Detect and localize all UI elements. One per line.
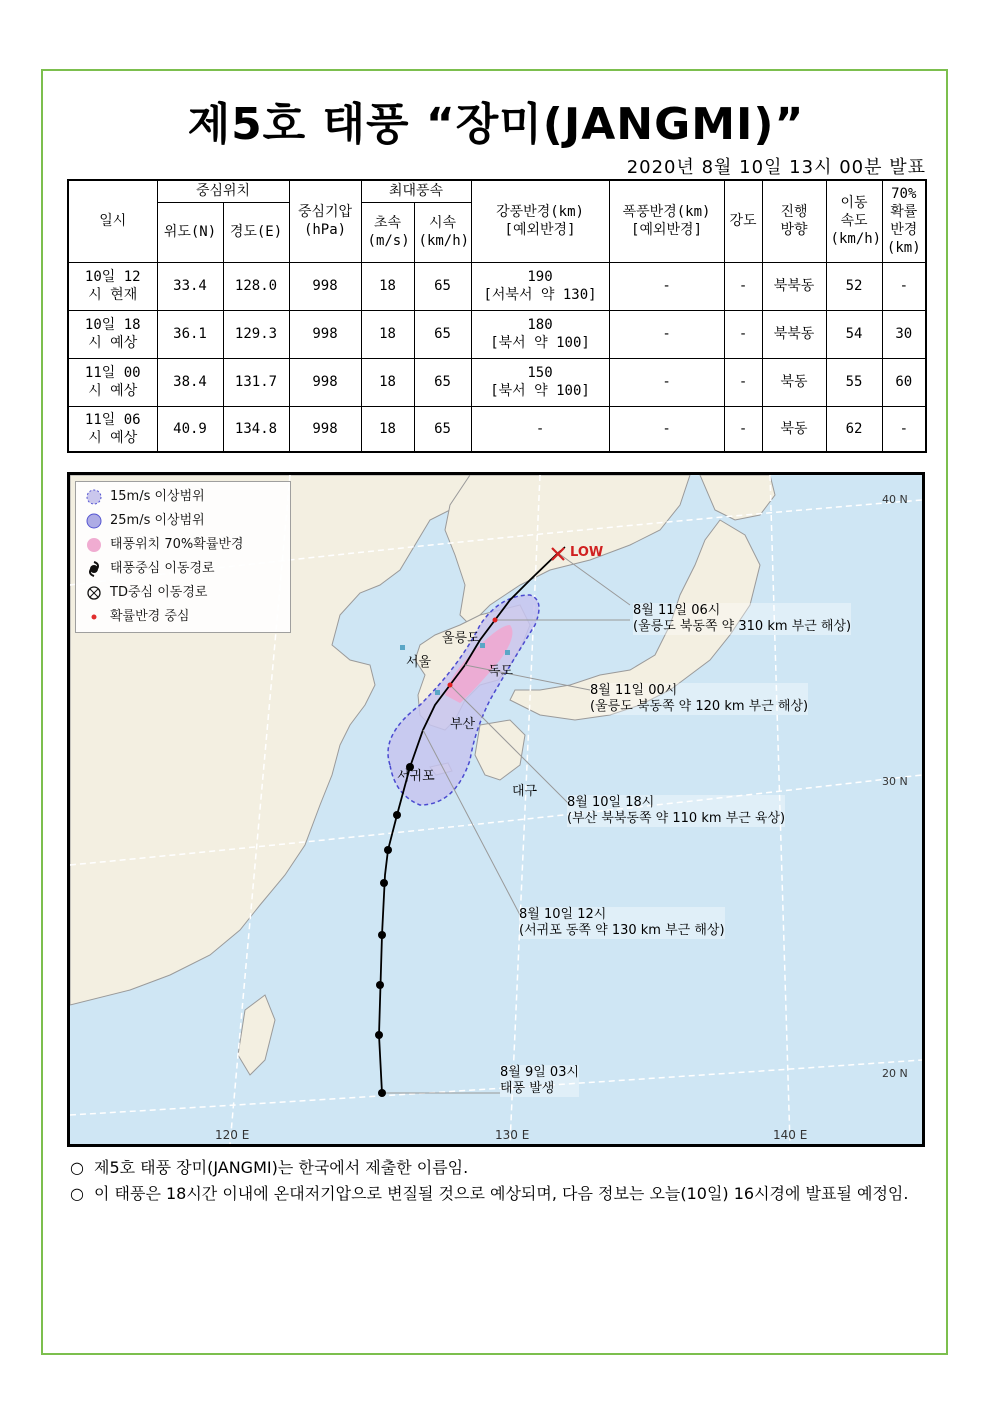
legend-item-15ms [82,486,287,508]
annotation-date: 8월 9일 03시 [500,1065,580,1080]
prob-center-dot [493,618,498,623]
cell-datetime: 11일 06시 예상 [68,406,157,452]
legend-label: 태풍위치 70%확률반경 [110,537,244,552]
cell-lat: 36.1 [157,310,223,358]
cell-wind-ms: 18 [361,358,414,406]
legend-label: 25m/s 이상범위 [110,513,205,528]
header-wind-ms: 초속 (m/s) [361,202,414,262]
header-direction: 진행 방향 [762,180,826,262]
prob-center-icon [86,609,102,625]
legend-item-25ms [82,510,287,532]
legend-label: 15m/s 이상범위 [110,489,205,504]
lon-label-120: 120 E [215,1128,250,1142]
note-text: 이 태풍은 18시간 이내에 온대저기압으로 변질될 것으로 예상되며, 다음 정보는 오늘(10일) 16시경에 발표될 예정임. [94,1184,909,1203]
cell-intensity: - [724,262,762,310]
cell-speed: 52 [826,262,882,310]
cell-direction: 북북동 [762,262,826,310]
cell-speed: 55 [826,358,882,406]
lon-label-140: 140 E [773,1128,808,1142]
typhoon-symbol-icon [86,561,102,577]
annotation-a1 [633,603,851,635]
cell-direction: 북북동 [762,310,826,358]
header-lat: 위도(N) [157,202,223,262]
legend-item-prob [82,534,287,556]
legend-item-prob-center [82,606,287,628]
ulleungdo-marker [480,643,485,648]
cell-wind-ms: 18 [361,310,414,358]
cell-direction: 북동 [762,406,826,452]
lat-label-20: 20 N [882,1067,908,1080]
track-marker [384,846,392,854]
cell-wind-kmh: 65 [414,262,471,310]
radius-15ms-icon [86,489,102,505]
map-legend [75,481,291,633]
annotation-desc: (울릉도 북동쪽 약 310 km 부근 해상) [633,619,852,634]
legend-label: TD중심 이동경로 [110,585,208,600]
cell-prob: - [882,262,926,310]
cell-datetime: 11일 00시 예상 [68,358,157,406]
header-speed: 이동 속도 (km/h) [826,180,882,262]
typhoon-track-map [67,472,925,1147]
legend-item-td [82,582,287,604]
annotation-desc: (부산 북북동쪽 약 110 km 부근 육상) [567,811,786,826]
table-row [68,406,926,452]
cell-lon: 128.0 [223,262,289,310]
legend-item-track [82,558,287,580]
gale-note: [서북서 약 130] [483,287,597,303]
cell-pressure: 998 [289,310,361,358]
cell-prob: - [882,406,926,452]
cell-gale [471,310,609,358]
cell-wind-kmh: 65 [414,310,471,358]
cell-pressure: 998 [289,358,361,406]
cell-direction: 북동 [762,358,826,406]
seoul-marker [400,645,405,650]
lon-label-130: 130 E [495,1128,530,1142]
track-markers [375,763,414,1097]
cell-pressure: 998 [289,406,361,452]
legend-label: 확률반경 중심 [110,609,190,624]
cell-storm: - [609,262,724,310]
table-row [68,262,926,310]
header-wind-kmh: 시속 (km/h) [414,202,471,262]
gale-value: 150 [527,365,553,381]
track-marker [393,811,401,819]
dokdo-marker [505,650,510,655]
page-title: 제5호 태풍 “장미(JANGMI)” [187,99,805,150]
annotation-a5 [500,1065,579,1097]
header-prob-radius: 70% 확률 반경 (km) [882,180,926,262]
cell-datetime: 10일 18시 예상 [68,310,157,358]
gale-value: 180 [527,317,553,333]
lat-line-20 [70,1060,922,1115]
header-datetime: 일시 [68,180,157,262]
low-label: LOW [570,545,604,560]
cell-storm: - [609,406,724,452]
city-daegu: 대구 [512,784,538,799]
japan-hokkaido [700,475,775,520]
cell-lat: 38.4 [157,358,223,406]
cell-speed: 62 [826,406,882,452]
radius-25ms-icon [86,513,102,529]
issued-time: 2020년 8월 10일 13시 00분 발표 [626,157,926,178]
cell-lon: 131.7 [223,358,289,406]
annotation-desc: (울릉도 북동쪽 약 120 km 부근 해상) [590,699,809,714]
track-marker [378,1089,386,1097]
lat-label-40: 40 N [882,493,908,506]
typhoon-info-table [67,179,927,453]
cell-wind-ms: 18 [361,262,414,310]
prob-center-dot [448,683,453,688]
header-max-wind: 최대풍속 [361,180,471,202]
notes [70,1155,930,1207]
city-seoul: 서울 [406,655,432,670]
japan-kyushu [475,720,525,780]
gale-note: [북서 약 100] [490,383,590,399]
annotation-desc: 태풍 발생 [500,1081,555,1096]
cell-wind-ms: 18 [361,406,414,452]
header-pressure: 중심기압 (hPa) [289,180,361,262]
cell-lon: 129.3 [223,310,289,358]
cell-intensity: - [724,406,762,452]
annotation-a3 [567,795,785,827]
taiwan [238,995,275,1075]
city-busan: 부산 [450,717,476,732]
cell-storm: - [609,358,724,406]
annotation-a2 [590,683,808,715]
cell-datetime: 10일 12시 현재 [68,262,157,310]
gale-note: [북서 약 100] [490,335,590,351]
header-lon: 경도(E) [223,202,289,262]
track-marker [376,981,384,989]
cell-intensity: - [724,310,762,358]
track-marker [380,879,388,887]
legend-label: 태풍중심 이동경로 [110,561,215,576]
city-seogwipo: 서귀포 [397,769,435,784]
header-storm-radius: 폭풍반경(km) [예외반경] [609,180,724,262]
annotation-date: 8월 11일 06시 [633,603,721,618]
cell-speed: 54 [826,310,882,358]
lat-label-30: 30 N [882,775,908,788]
bullet-circle-icon: ○ [70,1158,84,1177]
annotation-date: 8월 11일 00시 [590,683,678,698]
cell-prob: 60 [882,358,926,406]
table-row [68,358,926,406]
header-intensity: 강도 [724,180,762,262]
prob-radius-icon [86,537,102,553]
cell-lon: 134.8 [223,406,289,452]
header-gale-radius: 강풍반경(km) [예외반경] [471,180,609,262]
annotation-desc: (서귀포 동쪽 약 130 km 부근 해상) [519,923,725,938]
city-ulleungdo: 울릉도 [442,631,480,646]
td-symbol-icon [86,585,102,601]
cell-wind-kmh: 65 [414,358,471,406]
bullet-circle-icon: ○ [70,1184,84,1203]
cell-pressure: 998 [289,262,361,310]
annotation-date: 8월 10일 18시 [567,795,655,810]
track-marker [378,931,386,939]
note-text: 제5호 태풍 장미(JANGMI)는 한국에서 제출한 이름임. [94,1158,469,1177]
note-item [70,1155,930,1181]
gale-value: 190 [527,269,553,285]
cell-gale: - [471,406,609,452]
cell-prob: 30 [882,310,926,358]
annotation-a4 [519,907,725,939]
cell-storm: - [609,310,724,358]
city-dokdo: 독도 [488,664,514,679]
cell-intensity: - [724,358,762,406]
busan-marker [435,690,440,695]
cell-lat: 33.4 [157,262,223,310]
cell-gale [471,262,609,310]
table-row [68,310,926,358]
cell-gale [471,358,609,406]
header-center-position: 중심위치 [157,180,289,202]
annotation-date: 8월 10일 12시 [519,907,607,922]
track-marker [375,1031,383,1039]
cell-lat: 40.9 [157,406,223,452]
cell-wind-kmh: 65 [414,406,471,452]
note-item [70,1181,930,1207]
